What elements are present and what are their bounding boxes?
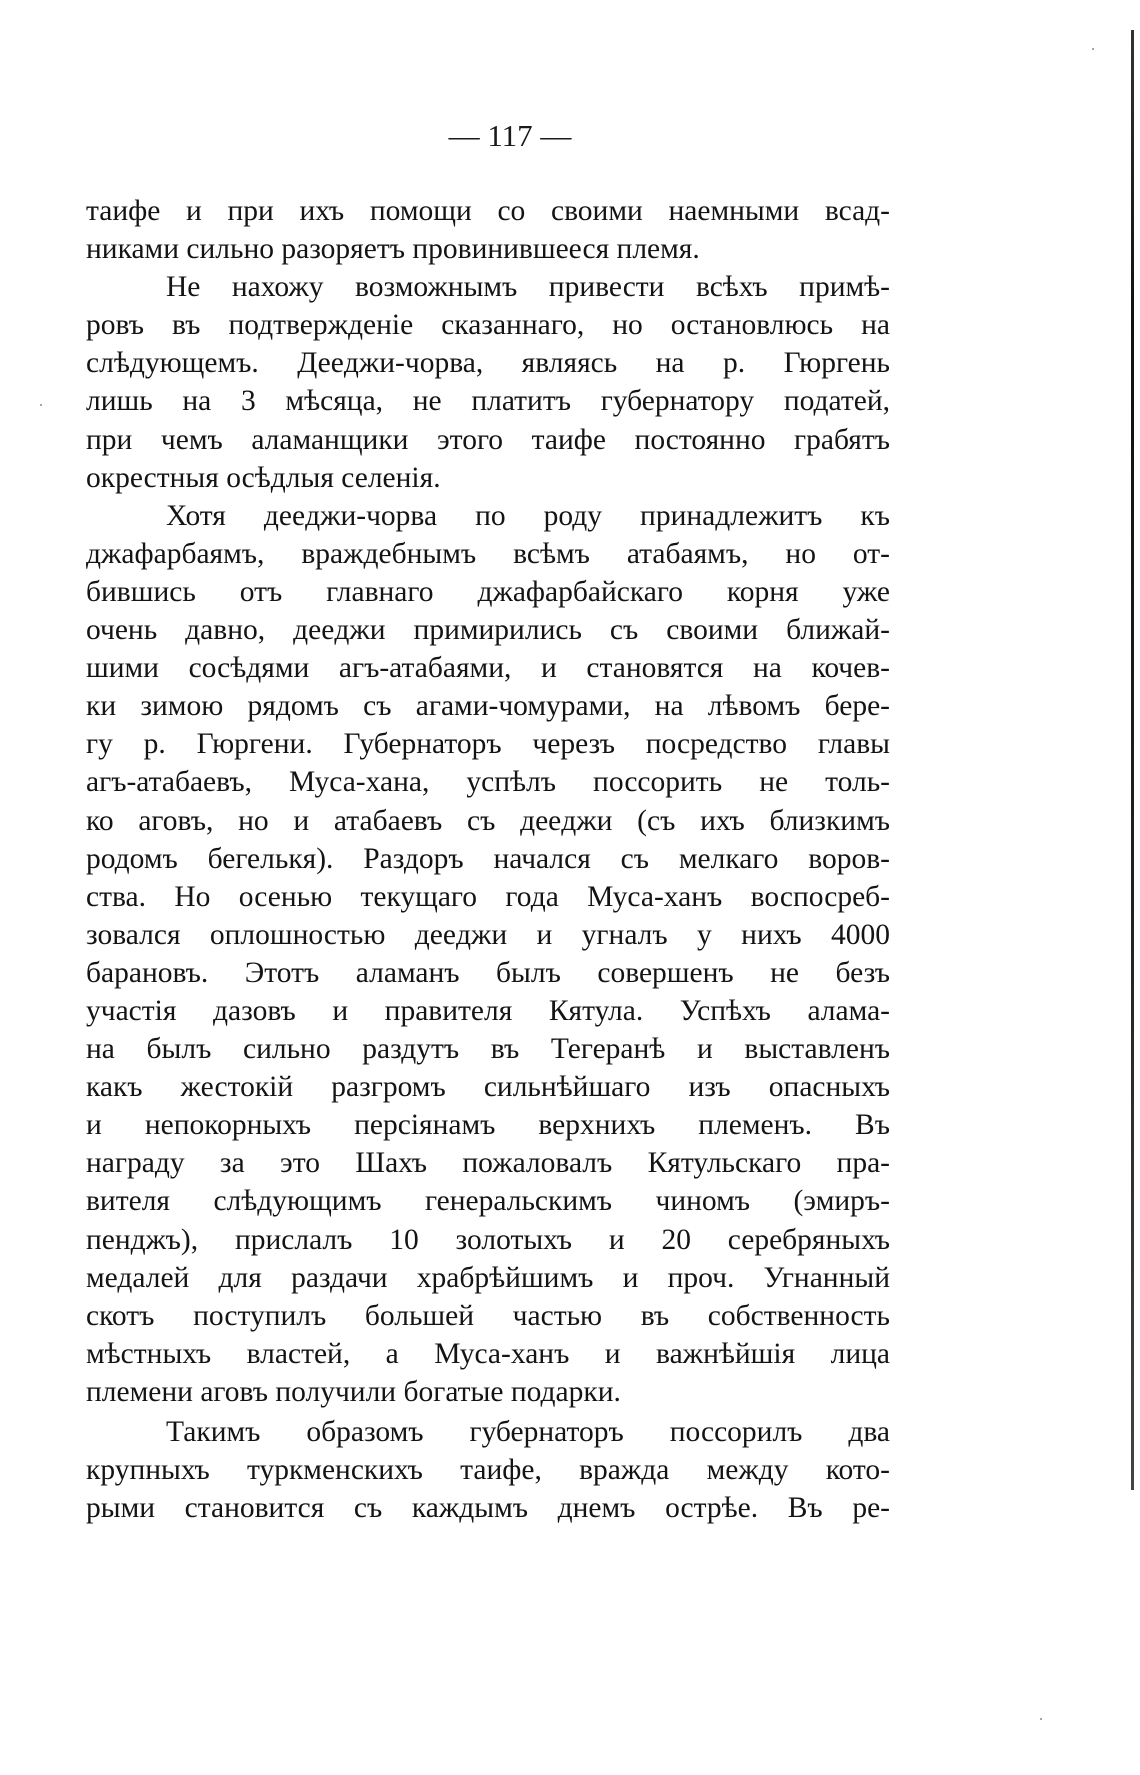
text-line: окрестныя осѣдлыя селенія. [86,461,441,494]
text-line: Не нахожу возможнымъ привести всѣхъ примѣ- [166,271,890,304]
text-line: очень давно, деeджи примирились съ своими ближай- [86,614,890,647]
text-line: награду за это Шахъ пожаловалъ Кятульскаго пра- [86,1147,890,1180]
text-line: рыми становится съ каждымъ днемъ острѣе. Въ ре- [86,1492,890,1525]
text-line: ства. Но осенью текущаго года Муса-ханъ воспосреб- [86,880,890,913]
text-line: таифе и при ихъ помощи со своими наемными всад- [86,195,890,227]
text-line: Хотя деeджи-чорва по роду принадлежитъ къ [166,499,890,532]
text-line: ки зимою рядомъ съ агами-чомурами, на лѣвомъ бере- [86,690,890,723]
text-line: родомъ бегелькя). Раздоръ начался съ мелкаго воров- [86,842,890,875]
text-line: и непокорныхъ персіянамъ верхнихъ племенъ. Въ [86,1109,890,1142]
text-line: Такимъ образомъ губернаторъ поссорилъ два [166,1416,890,1448]
text-line: племени аговъ получили богатые подарки. [86,1375,621,1408]
text-line: джафарбаямъ, враждебнымъ всѣмъ атабаямъ, но от- [86,537,890,570]
text-line: лишь на 3 мѣсяца, не платитъ губернатору податей, [86,385,890,418]
text-line: шими сосѣдями агъ-атабаями, и становятся на кочев- [86,652,890,685]
text-line: ко аговъ, но и атабаевъ съ деeджи (съ ихъ близкимъ [86,804,890,837]
text-line: медалей для раздачи храбрѣйшимъ и проч. Угнанный [86,1261,890,1294]
text-line: гу р. Гюргени. Губернаторъ черезъ посредство главы [86,728,890,761]
text-line: слѣдующемъ. Деeджи-чорва, являясь на р. Гюргень [86,347,890,380]
text-line: вителя слѣдующимъ генеральскимъ чиномъ (эмиръ- [86,1185,890,1218]
page-edge-shadow [1131,30,1134,1490]
text-line: мѣстныхъ властей, а Муса-ханъ и важнѣйшія лица [86,1337,890,1370]
text-line: ровъ въ подтвержденіе сказаннаго, но остановлюсь на [86,309,890,342]
scan-speck [40,404,42,406]
text-line: на былъ сильно раздутъ въ Тегеранѣ и выставленъ [86,1033,890,1066]
text-line: агъ-атабаевъ, Муса-хана, успѣлъ поссорить не толь- [86,766,890,799]
text-line: барановъ. Этотъ аламанъ былъ совершенъ не безъ [86,956,890,989]
text-line: при чемъ аламанщики этого таифе постоянно грабятъ [86,423,890,456]
text-line: участія дазовъ и правителя Кятула. Успѣхъ алама- [86,994,890,1027]
text-line: бившись отъ главнаго джафарбайскаго корня уже [86,575,890,608]
body-text [86,192,890,1527]
page-number: — 117 — [448,118,572,153]
text-line: пенджъ), прислалъ 10 золотыхъ и 20 серебряныхъ [86,1223,890,1256]
scan-speck [1092,48,1094,50]
text-line: скотъ поступилъ большей частью въ собственность [86,1299,890,1332]
text-line: никами сильно разоряетъ провинившееся племя. [86,233,700,266]
text-line: какъ жестокій разгромъ сильнѣйшаго изъ опасныхъ [86,1071,890,1104]
text-line: крупныхъ туркменскихъ таифе, вражда между кото- [86,1454,890,1487]
text-line: зовался оплошностью деeджи и угналъ у нихъ 4000 [86,918,890,951]
scan-speck [1040,1718,1042,1720]
